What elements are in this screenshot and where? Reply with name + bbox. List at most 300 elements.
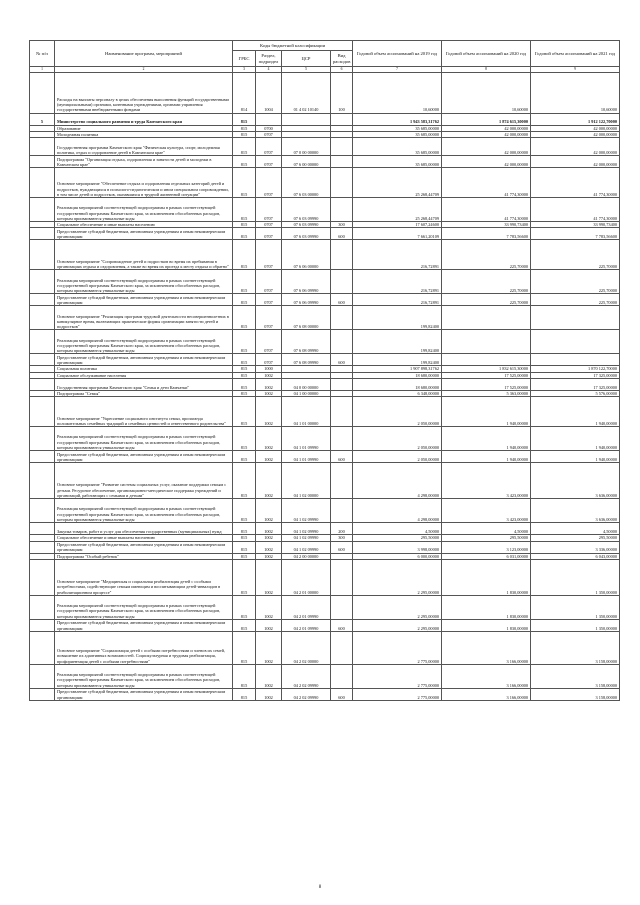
row-amount-2020: 3 123,00000 bbox=[442, 541, 531, 553]
row-grbs: 815 bbox=[233, 595, 256, 619]
row-csr: 04 1 01 09990 bbox=[282, 451, 331, 463]
row-csr: 07 6 08 00000 bbox=[282, 306, 331, 330]
row-amount-2020: 225,70000 bbox=[442, 270, 531, 294]
row-section: 1002 bbox=[256, 379, 282, 391]
row-name: Предоставление субсидий бюджетным, автономным учреждениям и иным некоммерческим организациям bbox=[55, 294, 233, 306]
row-section: 0707 bbox=[256, 240, 282, 270]
row-amount-2020: 42 000,00000 bbox=[442, 138, 531, 156]
row-amount-2020: 10,60000 bbox=[442, 72, 531, 113]
row-amount-2020 bbox=[442, 306, 531, 330]
col-number: 7 bbox=[353, 67, 442, 73]
row-grbs: 815 bbox=[233, 372, 256, 378]
row-amount-2021: 4,50000 bbox=[531, 523, 620, 535]
row-vr: 600 bbox=[331, 354, 353, 366]
row-amount-2020: 1 874 615,30000 bbox=[442, 113, 531, 125]
row-amount-2019: 6 348,00000 bbox=[353, 391, 442, 397]
row-csr: 01 4 02 10140 bbox=[282, 72, 331, 113]
row-amount-2019: 4,50000 bbox=[353, 523, 442, 535]
row-section: 1002 bbox=[256, 523, 282, 535]
row-grbs: 815 bbox=[233, 113, 256, 125]
row-vr bbox=[331, 240, 353, 270]
row-grbs: 815 bbox=[233, 168, 256, 198]
table-row bbox=[30, 499, 620, 523]
row-section: 1002 bbox=[256, 553, 282, 559]
row-section: 1002 bbox=[256, 463, 282, 499]
row-number bbox=[30, 270, 55, 294]
row-grbs: 815 bbox=[233, 138, 256, 156]
row-grbs: 815 bbox=[233, 553, 256, 559]
row-section: 1002 bbox=[256, 595, 282, 619]
row-csr: 07 6 08 09990 bbox=[282, 330, 331, 354]
row-grbs: 815 bbox=[233, 688, 256, 700]
row-name: Государственная программа Камчатского края "Физическая культура, спорт, молодежная политика, отдых и оздоровление детей в Камчатском крае" bbox=[55, 138, 233, 156]
row-section: 0707 bbox=[256, 168, 282, 198]
row-section: 0707 bbox=[256, 354, 282, 366]
row-amount-2019: 2 775,00000 bbox=[353, 631, 442, 664]
row-name: Образование bbox=[55, 125, 233, 131]
row-section: 1002 bbox=[256, 427, 282, 451]
row-number bbox=[30, 559, 55, 595]
row-csr: 07 6 03 09990 bbox=[282, 222, 331, 228]
row-name: Основное мероприятие "Укрепление социального института семьи, пропаганда положительных семейных традиций и семейных ценностей и ответственного родительства" bbox=[55, 397, 233, 427]
row-name: Подпрограмма "Особый ребенок" bbox=[55, 553, 233, 559]
row-amount-2020: 1 940,00000 bbox=[442, 451, 531, 463]
row-name: Социальное обслуживание населения bbox=[55, 372, 233, 378]
row-csr: 04 1 02 09990 bbox=[282, 499, 331, 523]
header-2021: Годовой объем ассигнований на 2021 год bbox=[531, 41, 620, 67]
row-vr: 600 bbox=[331, 451, 353, 463]
row-name: Основное мероприятие "Развитие системы социальных услуг, оказание поддержки семьям с детьми. Ресурсное обеспечение, организационно-методическое поддержка учреждений и организаций, работающих с семьями и детьми" bbox=[55, 463, 233, 499]
row-amount-2019: 216,72891 bbox=[353, 294, 442, 306]
row-name: Основное мероприятие "Обеспечение отдыха и оздоровления отдельных категорий детей и подростков, нуждающихся в психолого-педагогическом и ином специальном сопровождении, в том числе детей и подростков, оказавшихся в трудной жизненной ситуации" bbox=[55, 168, 233, 198]
row-amount-2020: 3 166,00000 bbox=[442, 664, 531, 688]
row-name: Основное мероприятие "Социализация детей с особыми потребностями и членов их семей, повышение их адаптивных возможностей. Социокультурная и трудовая реабилитация, профориентация детей с особыми потребностями" bbox=[55, 631, 233, 664]
row-amount-2019: 2 050,00000 bbox=[353, 451, 442, 463]
row-amount-2020: 1 940,00000 bbox=[442, 427, 531, 451]
row-amount-2019: 4 298,00000 bbox=[353, 463, 442, 499]
row-grbs: 815 bbox=[233, 535, 256, 541]
row-number bbox=[30, 330, 55, 354]
row-amount-2019: 216,72891 bbox=[353, 270, 442, 294]
row-vr bbox=[331, 499, 353, 523]
row-amount-2021: 42 000,00000 bbox=[531, 131, 620, 137]
row-number bbox=[30, 427, 55, 451]
row-number: 5 bbox=[30, 113, 55, 125]
row-vr bbox=[331, 156, 353, 168]
row-vr bbox=[331, 198, 353, 222]
row-grbs: 815 bbox=[233, 354, 256, 366]
header-csr: ЦСР bbox=[282, 51, 331, 67]
table-row bbox=[30, 463, 620, 499]
row-number bbox=[30, 688, 55, 700]
row-amount-2019: 6 000,00000 bbox=[353, 553, 442, 559]
table-row bbox=[30, 379, 620, 391]
row-amount-2020: 17 525,00000 bbox=[442, 372, 531, 378]
row-name: Социальное обеспечение и иные выплаты населению bbox=[55, 222, 233, 228]
col-number: 3 bbox=[233, 67, 256, 73]
row-amount-2021: 10,60000 bbox=[531, 72, 620, 113]
table-row bbox=[30, 451, 620, 463]
table-row bbox=[30, 72, 620, 113]
row-section: 1002 bbox=[256, 391, 282, 397]
row-csr: 04 1 01 00000 bbox=[282, 397, 331, 427]
budget-document bbox=[29, 40, 619, 701]
row-amount-2020: 3 166,00000 bbox=[442, 631, 531, 664]
col-number: 2 bbox=[55, 67, 233, 73]
row-section: 1002 bbox=[256, 397, 282, 427]
header-vr: Вид расходов bbox=[331, 51, 353, 67]
row-amount-2021 bbox=[531, 354, 620, 366]
row-grbs: 815 bbox=[233, 294, 256, 306]
row-name: Подпрограмма "Организация отдыха, оздоровления и занятости детей и молодежи в Камчатском крае" bbox=[55, 156, 233, 168]
row-csr: 07 6 06 00000 bbox=[282, 240, 331, 270]
row-csr: 07 6 03 09990 bbox=[282, 228, 331, 240]
row-section: 1002 bbox=[256, 619, 282, 631]
row-number bbox=[30, 631, 55, 664]
row-section: 1002 bbox=[256, 499, 282, 523]
row-number bbox=[30, 168, 55, 198]
row-amount-2019: 199,82400 bbox=[353, 306, 442, 330]
row-csr: 04 1 02 09990 bbox=[282, 523, 331, 535]
row-amount-2020: 7 783,56600 bbox=[442, 228, 531, 240]
row-section: 1002 bbox=[256, 664, 282, 688]
row-section: 1002 bbox=[256, 541, 282, 553]
row-name: Социальное обеспечение и иные выплаты населению bbox=[55, 535, 233, 541]
row-number bbox=[30, 397, 55, 427]
row-amount-2019: 18 680,00000 bbox=[353, 379, 442, 391]
row-section: 0707 bbox=[256, 222, 282, 228]
row-amount-2019: 2 775,00000 bbox=[353, 664, 442, 688]
row-vr: 100 bbox=[331, 72, 353, 113]
row-amount-2020: 17 525,00000 bbox=[442, 379, 531, 391]
row-csr: 04 2 02 09990 bbox=[282, 664, 331, 688]
budget-table bbox=[29, 40, 620, 701]
row-name: Предоставление субсидий бюджетным, автономным учреждениям и иным некоммерческим организациям bbox=[55, 354, 233, 366]
table-row bbox=[30, 523, 620, 535]
row-csr: 04 1 02 09990 bbox=[282, 535, 331, 541]
row-amount-2021: 17 325,00000 bbox=[531, 372, 620, 378]
row-name: Подпрограмма "Семья" bbox=[55, 391, 233, 397]
row-amount-2020: 3 166,00000 bbox=[442, 688, 531, 700]
row-name: Закупка товаров, работ и услуг для обеспечения государственных (муниципальных) нужд bbox=[55, 523, 233, 535]
row-section bbox=[256, 113, 282, 125]
row-section: 0707 bbox=[256, 306, 282, 330]
row-vr bbox=[331, 463, 353, 499]
row-amount-2021: 3 336,00000 bbox=[531, 541, 620, 553]
row-vr bbox=[331, 330, 353, 354]
row-csr: 04 1 01 09990 bbox=[282, 427, 331, 451]
row-grbs: 815 bbox=[233, 451, 256, 463]
row-amount-2019: 1 907 898,31762 bbox=[353, 366, 442, 372]
row-name: Социальная политика bbox=[55, 366, 233, 372]
table-row bbox=[30, 294, 620, 306]
row-amount-2020: 42 000,00000 bbox=[442, 125, 531, 131]
row-name: Реализация мероприятий соответствующей подпрограммы в рамках соответствующей государственной программы Камчатского края, за исключением обособленных расходов, которым присваиваются уникальные коды bbox=[55, 198, 233, 222]
row-section: 0707 bbox=[256, 270, 282, 294]
row-number bbox=[30, 664, 55, 688]
table-header bbox=[30, 41, 620, 73]
page-number: 8 bbox=[318, 885, 322, 890]
row-name: Государственная программа Камчатского края "Семья и дети Камчатки" bbox=[55, 379, 233, 391]
row-vr: 600 bbox=[331, 541, 353, 553]
row-vr: 600 bbox=[331, 619, 353, 631]
row-section: 0700 bbox=[256, 125, 282, 131]
row-amount-2020: 225,70000 bbox=[442, 294, 531, 306]
row-grbs: 815 bbox=[233, 664, 256, 688]
row-vr bbox=[331, 427, 353, 451]
row-name: Предоставление субсидий бюджетным, автономным учреждениям и иным некоммерческим организациям bbox=[55, 451, 233, 463]
row-number bbox=[30, 138, 55, 156]
row-csr: 04 2 02 09990 bbox=[282, 688, 331, 700]
header-codes-group: Коды бюджетной классификации bbox=[233, 41, 353, 51]
table-row bbox=[30, 354, 620, 366]
row-amount-2021: 1 350,00000 bbox=[531, 619, 620, 631]
row-grbs: 815 bbox=[233, 427, 256, 451]
table-row bbox=[30, 631, 620, 664]
row-section: 0707 bbox=[256, 228, 282, 240]
row-amount-2019: 7 661,20109 bbox=[353, 228, 442, 240]
row-section: 1002 bbox=[256, 372, 282, 378]
row-name: Расходы на выплаты персоналу в целях обеспечения выполнения функций государственными (муниципальными) органами, казенными учреждениями, органами управления государственными внебюджетными фондами bbox=[55, 72, 233, 113]
row-number bbox=[30, 451, 55, 463]
row-csr: 07 6 00 00000 bbox=[282, 156, 331, 168]
row-amount-2021 bbox=[531, 330, 620, 354]
row-name: Реализация мероприятий соответствующей подпрограммы в рамках соответствующей государственной программы Камчатского края, за исключением обособленных расходов, которым присваиваются уникальные коды bbox=[55, 330, 233, 354]
row-csr: 07 0 00 00000 bbox=[282, 138, 331, 156]
row-amount-2021: 6 043,00000 bbox=[531, 553, 620, 559]
row-name: Предоставление субсидий бюджетным, автономным учреждениям и иным некоммерческим организациям bbox=[55, 541, 233, 553]
row-grbs: 815 bbox=[233, 499, 256, 523]
row-vr: 600 bbox=[331, 228, 353, 240]
row-csr: 04 2 01 09990 bbox=[282, 619, 331, 631]
row-amount-2021: 42 000,00000 bbox=[531, 138, 620, 156]
row-vr: 600 bbox=[331, 688, 353, 700]
row-number bbox=[30, 228, 55, 240]
row-amount-2019: 35 685,00000 bbox=[353, 125, 442, 131]
row-amount-2019: 216,72891 bbox=[353, 240, 442, 270]
table-row bbox=[30, 113, 620, 125]
row-amount-2020: 1 830,00000 bbox=[442, 595, 531, 619]
col-number: 1 bbox=[30, 67, 55, 73]
table-body bbox=[30, 72, 620, 700]
row-section: 1002 bbox=[256, 451, 282, 463]
table-row bbox=[30, 330, 620, 354]
row-amount-2019: 2 295,00000 bbox=[353, 619, 442, 631]
row-section: 1000 bbox=[256, 366, 282, 372]
row-csr: 04 2 00 00000 bbox=[282, 553, 331, 559]
row-amount-2019: 18 680,00000 bbox=[353, 372, 442, 378]
row-number bbox=[30, 379, 55, 391]
row-csr: 07 6 03 09990 bbox=[282, 198, 331, 222]
row-name: Реализация мероприятий соответствующей подпрограммы в рамках соответствующей государственной программы Камчатского края, за исключением обособленных расходов, которым присваиваются уникальные коды bbox=[55, 664, 233, 688]
row-section: 1004 bbox=[256, 72, 282, 113]
table-row bbox=[30, 138, 620, 156]
row-vr: 300 bbox=[331, 222, 353, 228]
row-grbs: 815 bbox=[233, 222, 256, 228]
row-amount-2020 bbox=[442, 330, 531, 354]
row-number bbox=[30, 72, 55, 113]
row-amount-2019: 25 268,44709 bbox=[353, 198, 442, 222]
row-name: Реализация мероприятий соответствующей подпрограммы в рамках соответствующей государственной программы Камчатского края, за исключением обособленных расходов, которым присваиваются уникальные коды bbox=[55, 595, 233, 619]
row-amount-2021: 225,70000 bbox=[531, 294, 620, 306]
row-csr: 07 6 03 00000 bbox=[282, 168, 331, 198]
col-number: 4 bbox=[256, 67, 282, 73]
row-grbs: 815 bbox=[233, 391, 256, 397]
row-grbs: 815 bbox=[233, 397, 256, 427]
row-name: Основное мероприятие "Медицинская и социальная реабилитация детей с особыми потребностями, содействующие семьям имеющим и воспитывающим детей-инвалидов в реабилитационном процессе" bbox=[55, 559, 233, 595]
row-grbs: 814 bbox=[233, 72, 256, 113]
row-amount-2021: 1 350,00000 bbox=[531, 559, 620, 595]
header-2019: Годовой объем ассигнований на 2019 год bbox=[353, 41, 442, 67]
row-number bbox=[30, 240, 55, 270]
row-amount-2020: 42 000,00000 bbox=[442, 156, 531, 168]
header-grbs: ГРБС bbox=[233, 51, 256, 67]
row-amount-2019: 17 607,24600 bbox=[353, 222, 442, 228]
row-amount-2019: 2 775,00000 bbox=[353, 688, 442, 700]
table-row bbox=[30, 619, 620, 631]
row-vr bbox=[331, 379, 353, 391]
row-amount-2021: 225,70000 bbox=[531, 270, 620, 294]
row-grbs: 815 bbox=[233, 270, 256, 294]
row-number bbox=[30, 294, 55, 306]
row-number bbox=[30, 541, 55, 553]
row-grbs: 815 bbox=[233, 463, 256, 499]
header-name: Наименование программ, мероприятий bbox=[55, 41, 233, 67]
row-amount-2019: 35 685,00000 bbox=[353, 131, 442, 137]
row-grbs: 815 bbox=[233, 240, 256, 270]
row-grbs: 815 bbox=[233, 559, 256, 595]
table-row bbox=[30, 306, 620, 330]
row-number bbox=[30, 156, 55, 168]
table-row bbox=[30, 595, 620, 619]
table-row bbox=[30, 270, 620, 294]
row-name: Реализация мероприятий соответствующей подпрограммы в рамках соответствующей государственной программы Камчатского края, за исключением обособленных расходов, которым присваиваются уникальные коды bbox=[55, 427, 233, 451]
row-name: Реализация мероприятий соответствующей подпрограммы в рамках соответствующей государственной программы Камчатского края, за исключением обособленных расходов, которым присваиваются уникальные коды bbox=[55, 270, 233, 294]
table-row bbox=[30, 228, 620, 240]
row-amount-2020: 5 363,00000 bbox=[442, 391, 531, 397]
row-amount-2021: 1 350,00000 bbox=[531, 595, 620, 619]
row-vr bbox=[331, 595, 353, 619]
col-number: 6 bbox=[331, 67, 353, 73]
row-amount-2021: 41 774,30000 bbox=[531, 198, 620, 222]
col-number: 9 bbox=[531, 67, 620, 73]
row-amount-2021: 1 940,00000 bbox=[531, 451, 620, 463]
row-vr bbox=[331, 664, 353, 688]
row-amount-2019: 10,60000 bbox=[353, 72, 442, 113]
row-number bbox=[30, 354, 55, 366]
row-name: Министерство социального развития и труда Камчатского края bbox=[55, 113, 233, 125]
row-amount-2021: 1 870 122,70000 bbox=[531, 366, 620, 372]
row-amount-2020: 3 423,00000 bbox=[442, 463, 531, 499]
row-vr bbox=[331, 270, 353, 294]
row-amount-2021: 5 576,00000 bbox=[531, 391, 620, 397]
table-row bbox=[30, 168, 620, 198]
row-section: 0707 bbox=[256, 198, 282, 222]
row-number bbox=[30, 463, 55, 499]
row-vr bbox=[331, 559, 353, 595]
header-num: № п/п bbox=[30, 41, 55, 67]
table-row bbox=[30, 541, 620, 553]
row-csr: 04 1 02 00000 bbox=[282, 463, 331, 499]
row-vr: 300 bbox=[331, 535, 353, 541]
row-csr: 07 6 06 09990 bbox=[282, 294, 331, 306]
header-2020: Годовой объем ассигнований на 2020 год bbox=[442, 41, 531, 67]
row-section: 1002 bbox=[256, 688, 282, 700]
row-vr bbox=[331, 138, 353, 156]
row-amount-2021: 17 325,00000 bbox=[531, 379, 620, 391]
row-grbs: 815 bbox=[233, 131, 256, 137]
row-name: Предоставление субсидий бюджетным, автономным учреждениям и иным некоммерческим организациям bbox=[55, 228, 233, 240]
row-amount-2021: 1 912 122,70000 bbox=[531, 113, 620, 125]
row-vr: 200 bbox=[331, 523, 353, 535]
row-amount-2019: 2 295,00000 bbox=[353, 595, 442, 619]
row-vr bbox=[331, 631, 353, 664]
row-grbs: 815 bbox=[233, 228, 256, 240]
row-csr: 04 2 02 00000 bbox=[282, 631, 331, 664]
row-amount-2021: 3 636,00000 bbox=[531, 499, 620, 523]
row-csr: 04 2 01 00000 bbox=[282, 559, 331, 595]
table-row bbox=[30, 240, 620, 270]
row-amount-2021: 42 000,00000 bbox=[531, 156, 620, 168]
row-grbs: 815 bbox=[233, 198, 256, 222]
row-csr bbox=[282, 113, 331, 125]
row-amount-2021: 3 158,00000 bbox=[531, 688, 620, 700]
row-name: Предоставление субсидий бюджетным, автономным учреждениям и иным некоммерческим организациям bbox=[55, 619, 233, 631]
row-amount-2021: 33 990,73400 bbox=[531, 222, 620, 228]
row-section: 0707 bbox=[256, 131, 282, 137]
row-grbs: 815 bbox=[233, 379, 256, 391]
row-number bbox=[30, 523, 55, 535]
row-amount-2019: 25 268,44709 bbox=[353, 168, 442, 198]
row-amount-2021: 7 783,56600 bbox=[531, 228, 620, 240]
row-amount-2021 bbox=[531, 306, 620, 330]
row-name: Предоставление субсидий бюджетным, автономным учреждениям и иным некоммерческим организациям bbox=[55, 688, 233, 700]
row-vr bbox=[331, 168, 353, 198]
row-amount-2020: 6 031,00000 bbox=[442, 553, 531, 559]
row-amount-2020: 295,50000 bbox=[442, 535, 531, 541]
row-vr bbox=[331, 113, 353, 125]
row-grbs: 815 bbox=[233, 619, 256, 631]
row-amount-2019: 2 050,00000 bbox=[353, 397, 442, 427]
row-grbs: 815 bbox=[233, 366, 256, 372]
row-number bbox=[30, 499, 55, 523]
row-amount-2020: 1 830,00000 bbox=[442, 619, 531, 631]
row-number bbox=[30, 306, 55, 330]
row-amount-2021: 1 940,00000 bbox=[531, 427, 620, 451]
row-number bbox=[30, 619, 55, 631]
row-grbs: 815 bbox=[233, 330, 256, 354]
row-amount-2019: 3 998,00000 bbox=[353, 541, 442, 553]
row-amount-2019: 199,82400 bbox=[353, 330, 442, 354]
row-amount-2020: 1 830,00000 bbox=[442, 559, 531, 595]
row-amount-2020: 41 774,30000 bbox=[442, 198, 531, 222]
row-amount-2019: 295,50000 bbox=[353, 535, 442, 541]
row-amount-2021: 42 000,00000 bbox=[531, 125, 620, 131]
row-amount-2020 bbox=[442, 354, 531, 366]
row-grbs: 815 bbox=[233, 541, 256, 553]
row-csr: 07 6 06 09990 bbox=[282, 270, 331, 294]
row-grbs: 815 bbox=[233, 631, 256, 664]
row-grbs: 815 bbox=[233, 523, 256, 535]
row-amount-2019: 2 295,00000 bbox=[353, 559, 442, 595]
row-number bbox=[30, 595, 55, 619]
row-vr: 600 bbox=[331, 294, 353, 306]
row-amount-2021: 1 940,00000 bbox=[531, 397, 620, 427]
row-csr: 04 0 00 00000 bbox=[282, 379, 331, 391]
row-grbs: 815 bbox=[233, 125, 256, 131]
table-row bbox=[30, 664, 620, 688]
row-section: 1002 bbox=[256, 631, 282, 664]
